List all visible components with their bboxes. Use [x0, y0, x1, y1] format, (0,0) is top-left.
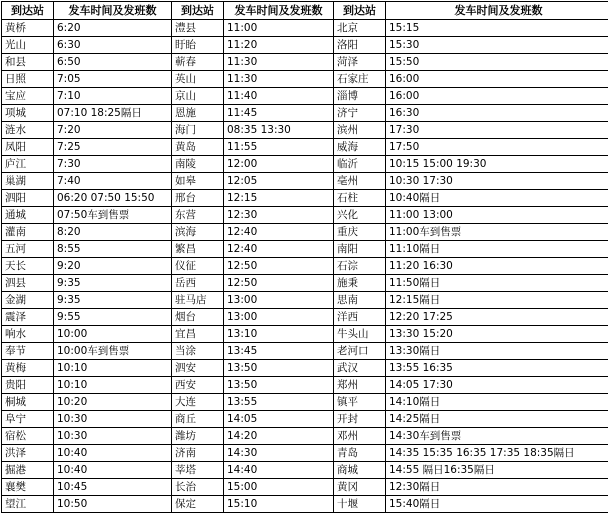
- cell-station-3: 亳州: [334, 173, 386, 190]
- cell-times-3: 16:00: [386, 88, 608, 105]
- cell-times-2: 14:30: [224, 445, 334, 462]
- cell-times-2: 15:00: [224, 479, 334, 496]
- cell-station-1: 襄樊: [2, 479, 54, 496]
- cell-times-3: 13:55 16:35: [386, 360, 608, 377]
- cell-station-2: 如皋: [172, 173, 224, 190]
- cell-times-1: 10:30: [54, 411, 172, 428]
- cell-times-1: 10:30: [54, 428, 172, 445]
- cell-times-2: 11:20: [224, 37, 334, 54]
- cell-times-3: 11:10隔日: [386, 241, 608, 258]
- cell-times-2: 12:50: [224, 258, 334, 275]
- cell-station-2: 驻马店: [172, 292, 224, 309]
- cell-station-2: 蕲春: [172, 54, 224, 71]
- cell-station-3: 石柱: [334, 190, 386, 207]
- cell-station-2: 繁昌: [172, 241, 224, 258]
- cell-station-1: 项城: [2, 105, 54, 122]
- table-row: [2, 20, 608, 37]
- cell-times-1: 6:50: [54, 54, 172, 71]
- cell-station-2: 邢台: [172, 190, 224, 207]
- table-row: [2, 309, 608, 326]
- cell-times-2: 14:40: [224, 462, 334, 479]
- header-station-1: 到达站: [2, 2, 54, 20]
- cell-station-3: 石淙: [334, 258, 386, 275]
- cell-times-3: 14:05 17:30: [386, 377, 608, 394]
- cell-station-3: 洛阳: [334, 37, 386, 54]
- cell-station-3: 武汉: [334, 360, 386, 377]
- cell-times-2: 11:30: [224, 54, 334, 71]
- cell-station-2: 保定: [172, 496, 224, 513]
- cell-times-3: 10:15 15:00 19:30: [386, 156, 608, 173]
- cell-station-3: 北京: [334, 20, 386, 37]
- cell-times-3: 16:00: [386, 71, 608, 88]
- cell-station-2: 大连: [172, 394, 224, 411]
- cell-station-2: 滨海: [172, 224, 224, 241]
- cell-times-2: 13:00: [224, 292, 334, 309]
- cell-station-1: 天长: [2, 258, 54, 275]
- table-row: [2, 479, 608, 496]
- cell-times-3: 11:00 13:00: [386, 207, 608, 224]
- cell-station-1: 掘港: [2, 462, 54, 479]
- cell-station-1: 震泽: [2, 309, 54, 326]
- cell-times-2: 11:55: [224, 139, 334, 156]
- cell-station-1: 响水: [2, 326, 54, 343]
- cell-station-3: 青岛: [334, 445, 386, 462]
- cell-station-3: 重庆: [334, 224, 386, 241]
- cell-times-2: 08:35 13:30: [224, 122, 334, 139]
- cell-station-2: 当涂: [172, 343, 224, 360]
- cell-times-1: 10:00: [54, 326, 172, 343]
- table-row: [2, 343, 608, 360]
- cell-station-3: 老河口: [334, 343, 386, 360]
- cell-station-3: 郑州: [334, 377, 386, 394]
- table-row: [2, 37, 608, 54]
- cell-station-1: 凤阳: [2, 139, 54, 156]
- table-row: [2, 241, 608, 258]
- cell-times-3: 14:35 15:35 16:35 17:35 18:35隔日: [386, 445, 608, 462]
- schedule-table: [1, 1, 608, 513]
- table-row: [2, 88, 608, 105]
- cell-times-1: 9:55: [54, 309, 172, 326]
- cell-times-2: 15:10: [224, 496, 334, 513]
- cell-times-2: 12:40: [224, 241, 334, 258]
- cell-times-1: 7:10: [54, 88, 172, 105]
- cell-station-2: 长治: [172, 479, 224, 496]
- cell-times-2: 13:55: [224, 394, 334, 411]
- cell-times-1: 10:50: [54, 496, 172, 513]
- cell-station-3: 镇平: [334, 394, 386, 411]
- table-row: [2, 258, 608, 275]
- cell-times-2: 11:45: [224, 105, 334, 122]
- cell-station-3: 思南: [334, 292, 386, 309]
- cell-times-2: 12:50: [224, 275, 334, 292]
- cell-station-1: 泗阳: [2, 190, 54, 207]
- cell-station-2: 仪征: [172, 258, 224, 275]
- cell-times-1: 10:20: [54, 394, 172, 411]
- cell-station-1: 洪泽: [2, 445, 54, 462]
- cell-times-1: 7:40: [54, 173, 172, 190]
- cell-station-1: 五河: [2, 241, 54, 258]
- cell-times-2: 14:05: [224, 411, 334, 428]
- cell-times-3: 12:15隔日: [386, 292, 608, 309]
- cell-station-3: 开封: [334, 411, 386, 428]
- cell-station-1: 金湖: [2, 292, 54, 309]
- cell-times-1: 10:40: [54, 462, 172, 479]
- cell-station-2: 泗安: [172, 360, 224, 377]
- cell-times-1: 06:20 07:50 15:50: [54, 190, 172, 207]
- cell-times-1: 6:30: [54, 37, 172, 54]
- cell-station-3: 十堰: [334, 496, 386, 513]
- cell-station-2: 济南: [172, 445, 224, 462]
- cell-station-3: 菏泽: [334, 54, 386, 71]
- cell-times-1: 10:00车到售票: [54, 343, 172, 360]
- cell-times-2: 12:00: [224, 156, 334, 173]
- cell-station-1: 阜宁: [2, 411, 54, 428]
- cell-station-1: 望江: [2, 496, 54, 513]
- table-row: [2, 411, 608, 428]
- cell-times-3: 14:25隔日: [386, 411, 608, 428]
- cell-times-2: 13:50: [224, 360, 334, 377]
- cell-times-3: 17:30: [386, 122, 608, 139]
- cell-times-1: 10:45: [54, 479, 172, 496]
- cell-times-2: 12:40: [224, 224, 334, 241]
- cell-times-3: 17:50: [386, 139, 608, 156]
- cell-times-2: 12:05: [224, 173, 334, 190]
- cell-times-3: 15:15: [386, 20, 608, 37]
- cell-station-2: 黄岛: [172, 139, 224, 156]
- table-row: [2, 224, 608, 241]
- cell-times-1: 10:10: [54, 360, 172, 377]
- cell-times-3: 15:30: [386, 37, 608, 54]
- cell-station-1: 宝应: [2, 88, 54, 105]
- cell-station-1: 涟水: [2, 122, 54, 139]
- cell-times-2: 13:50: [224, 377, 334, 394]
- cell-times-3: 16:30: [386, 105, 608, 122]
- cell-times-1: 7:20: [54, 122, 172, 139]
- cell-times-3: 15:40隔日: [386, 496, 608, 513]
- cell-station-1: 通城: [2, 207, 54, 224]
- cell-station-2: 盱眙: [172, 37, 224, 54]
- table-row: [2, 122, 608, 139]
- cell-station-2: 潍坊: [172, 428, 224, 445]
- cell-times-3: 12:30隔日: [386, 479, 608, 496]
- table-row: [2, 428, 608, 445]
- cell-times-1: 9:35: [54, 275, 172, 292]
- cell-station-1: 灌南: [2, 224, 54, 241]
- cell-station-1: 贵阳: [2, 377, 54, 394]
- cell-times-2: 11:40: [224, 88, 334, 105]
- cell-times-3: 14:10隔日: [386, 394, 608, 411]
- cell-station-1: 泗县: [2, 275, 54, 292]
- cell-station-1: 和县: [2, 54, 54, 71]
- cell-times-2: 13:45: [224, 343, 334, 360]
- table-row: [2, 139, 608, 156]
- cell-station-3: 临沂: [334, 156, 386, 173]
- cell-station-2: 西安: [172, 377, 224, 394]
- table-row: [2, 71, 608, 88]
- cell-times-2: 11:00: [224, 20, 334, 37]
- cell-station-1: 庐江: [2, 156, 54, 173]
- cell-times-1: 7:30: [54, 156, 172, 173]
- table-row: [2, 445, 608, 462]
- cell-station-3: 兴化: [334, 207, 386, 224]
- table-row: [2, 173, 608, 190]
- table-row: [2, 275, 608, 292]
- cell-times-3: 11:50隔日: [386, 275, 608, 292]
- cell-station-3: 黄冈: [334, 479, 386, 496]
- cell-times-1: 10:40: [54, 445, 172, 462]
- cell-times-3: 10:30 17:30: [386, 173, 608, 190]
- cell-station-2: 烟台: [172, 309, 224, 326]
- table-row: [2, 360, 608, 377]
- cell-station-2: 恩施: [172, 105, 224, 122]
- table-row: [2, 190, 608, 207]
- cell-station-3: 淄博: [334, 88, 386, 105]
- cell-station-3: 施秉: [334, 275, 386, 292]
- cell-times-3: 12:20 17:25: [386, 309, 608, 326]
- cell-station-3: 洋西: [334, 309, 386, 326]
- cell-times-2: 11:30: [224, 71, 334, 88]
- cell-station-2: 东营: [172, 207, 224, 224]
- cell-station-2: 澧县: [172, 20, 224, 37]
- cell-times-1: 6:20: [54, 20, 172, 37]
- cell-times-3: 10:40隔日: [386, 190, 608, 207]
- cell-station-3: 邓州: [334, 428, 386, 445]
- cell-times-1: 9:20: [54, 258, 172, 275]
- cell-station-3: 南阳: [334, 241, 386, 258]
- header-station-2: 到达站: [172, 2, 224, 20]
- cell-station-1: 黄梅: [2, 360, 54, 377]
- cell-times-2: 12:15: [224, 190, 334, 207]
- header-station-3: 到达站: [334, 2, 386, 20]
- cell-times-3: 13:30隔日: [386, 343, 608, 360]
- cell-station-1: 黄桥: [2, 20, 54, 37]
- cell-station-2: 南陵: [172, 156, 224, 173]
- cell-station-3: 牛头山: [334, 326, 386, 343]
- cell-station-2: 京山: [172, 88, 224, 105]
- table-row: [2, 462, 608, 479]
- cell-times-1: 9:35: [54, 292, 172, 309]
- table-row: [2, 105, 608, 122]
- cell-times-3: 13:30 15:20: [386, 326, 608, 343]
- table-row: [2, 54, 608, 71]
- cell-times-1: 07:50车到售票: [54, 207, 172, 224]
- header-times-3: 发车时间及发班数: [386, 2, 608, 20]
- cell-times-2: 14:20: [224, 428, 334, 445]
- table-row: [2, 156, 608, 173]
- cell-station-2: 莘塔: [172, 462, 224, 479]
- cell-times-2: 12:30: [224, 207, 334, 224]
- cell-station-1: 光山: [2, 37, 54, 54]
- cell-station-1: 桐城: [2, 394, 54, 411]
- table-row: [2, 496, 608, 513]
- cell-station-2: 岳西: [172, 275, 224, 292]
- cell-station-1: 巢湖: [2, 173, 54, 190]
- cell-times-2: 13:00: [224, 309, 334, 326]
- cell-times-1: 7:25: [54, 139, 172, 156]
- cell-station-1: 日照: [2, 71, 54, 88]
- cell-station-3: 石家庄: [334, 71, 386, 88]
- cell-station-2: 英山: [172, 71, 224, 88]
- cell-times-1: 8:55: [54, 241, 172, 258]
- cell-times-3: 11:00车到售票: [386, 224, 608, 241]
- cell-times-3: 11:20 16:30: [386, 258, 608, 275]
- cell-station-2: 宜昌: [172, 326, 224, 343]
- cell-station-2: 商丘: [172, 411, 224, 428]
- cell-times-1: 7:05: [54, 71, 172, 88]
- cell-station-1: 奉节: [2, 343, 54, 360]
- cell-station-3: 商城: [334, 462, 386, 479]
- header-times-2: 发车时间及发班数: [224, 2, 334, 20]
- table-row: [2, 326, 608, 343]
- table-row: [2, 394, 608, 411]
- cell-station-2: 海门: [172, 122, 224, 139]
- cell-times-2: 13:10: [224, 326, 334, 343]
- cell-times-1: 07:10 18:25隔日: [54, 105, 172, 122]
- header-times-1: 发车时间及发班数: [54, 2, 172, 20]
- cell-station-1: 宿松: [2, 428, 54, 445]
- cell-station-3: 济宁: [334, 105, 386, 122]
- table-row: [2, 207, 608, 224]
- cell-times-3: 14:30车到售票: [386, 428, 608, 445]
- header-row: [2, 2, 608, 20]
- cell-times-3: 15:50: [386, 54, 608, 71]
- table-row: [2, 377, 608, 394]
- cell-station-3: 威海: [334, 139, 386, 156]
- cell-times-1: 10:10: [54, 377, 172, 394]
- cell-times-1: 8:20: [54, 224, 172, 241]
- table-row: [2, 292, 608, 309]
- cell-station-3: 滨州: [334, 122, 386, 139]
- schedule-body: [2, 20, 608, 513]
- cell-times-3: 14:55 隔日16:35隔日: [386, 462, 608, 479]
